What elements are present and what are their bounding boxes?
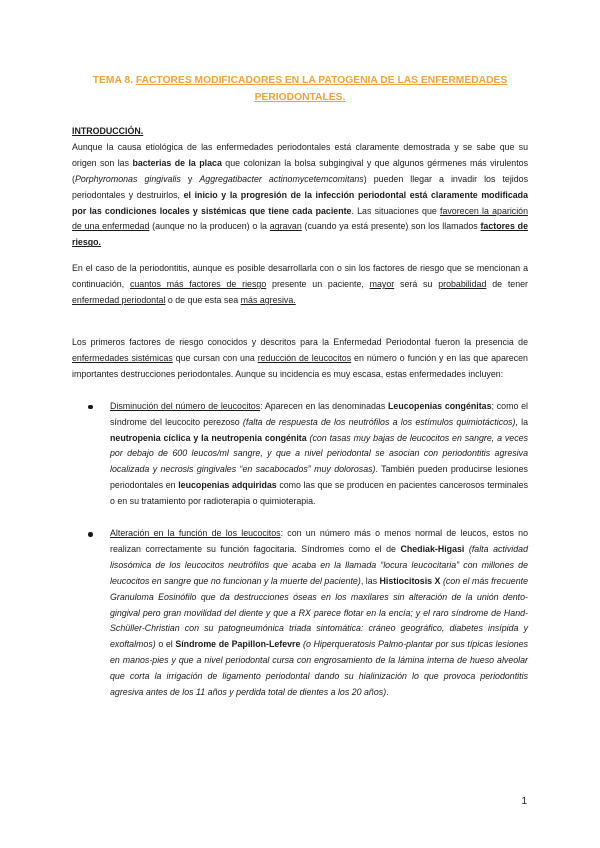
text-run: mayor — [369, 279, 395, 290]
text-run: ) pueden llegar a invadir los tejidos periodontales y destruirlos, — [72, 173, 529, 200]
text-run: Aunque la causa etiológica de las enfermedades periodontales está claramente demostrada y se sabe que su origen son las — [72, 141, 528, 168]
spacer — [72, 383, 528, 399]
title-prefix: TEMA 8. — [92, 75, 136, 86]
bullet-icon — [88, 532, 93, 537]
text-run: . — [386, 687, 389, 698]
text-run: Porphyromonas gingivalis — [74, 173, 181, 184]
text-run: (con el más frecuente Granuloma Eosinófilo que da destrucciones óseas en los maxilares sin alteración de la unión dento-gingival pero gran movilidad del diente y que a RX parece flotar en la encía; y el raro síndrome de Hand- Schüller-Christian con su patogneumónica triada sintomática: cráneo geográfico, diabetes insípida y exoftalmos) — [110, 575, 528, 650]
text-run: cuantos más factores de riesgo — [129, 279, 267, 290]
text-run: (o Hiperqueratosis Palmo-plantar por sus típicas lesiones en manos-pies y que a nivel periodontal cursa con engrosamiento de la lámina interna de hueso alveolar que corta la irrigación de ligamento periodontal dando su hialinización lo que provoca periodontitis agresiva antes de los 11 años y perdida total de dientes a los 20 años) — [110, 639, 528, 698]
text-run: o de que esta sea — [165, 295, 241, 306]
spacer — [72, 251, 528, 261]
text-run: leucopenias adquiridas — [178, 480, 277, 491]
intro-paragraph-3 — [72, 335, 528, 383]
text-run: Síndrome de Papillon-Lefevre — [175, 639, 301, 650]
text-run: (con tasas muy bajas de leucocitos en sangre, a veces por debajo de 600 leucos/ml sangre, y que a nivel periodontal se asocian con periodontitis agresiva localizada y necrosis gingivales “en sacabocados” muy dolorosas) — [110, 432, 528, 475]
text-run: (falta de respuesta de los neutrófilos a los estímulos quimiotácticos) — [242, 416, 516, 427]
text-run: Histiocitosis X — [379, 575, 441, 586]
title-main: FACTORES MODIFICADORES EN LA PATOGENIA DE LAS ENFERMEDADES PERIODONTALES. — [135, 75, 508, 103]
text-run: Los primeros factores de riesgo conocidos y descritos para la Enfermedad Periodontal fueron la presencia de — [72, 336, 528, 347]
document-body — [72, 124, 528, 701]
text-run: (cuando ya está presente) son los llamados — [301, 221, 481, 232]
text-run: : con un número más o menos normal de leucos, estos no realizan correctamente su función fagocitaria. Síndromes como el de — [110, 528, 528, 554]
text-run: probabilidad — [438, 279, 487, 290]
text-run: . Las situaciones que — [351, 205, 440, 216]
text-run: Aggregatibacter actinomycetemcomitans — [199, 173, 364, 184]
intro-paragraph-2 — [72, 261, 528, 309]
text-run: neutropenia cíclica y la neutropenia congénita — [110, 432, 307, 443]
page-number: 1 — [521, 796, 527, 807]
bullet-icon — [88, 405, 93, 410]
text-run: reducción de leucocitos — [257, 352, 352, 363]
text-run: como las que se producen en pacientes cancerosos terminales o en su tratamiento por radioterapia o quimioterapia. — [110, 480, 529, 507]
text-run: de tener — [486, 279, 529, 290]
text-run: (aunque no la producen) o la — [149, 221, 270, 232]
text-run: presente un paciente, — [266, 279, 370, 290]
text-run: factores de riesgo. — [72, 221, 528, 248]
text-run: que colonizan la bolsa subgingival y que algunos gérmenes más virulentos ( — [72, 157, 528, 184]
text-run: más agresiva. — [240, 295, 296, 306]
document-title — [72, 72, 528, 106]
text-run: agravan — [269, 221, 302, 232]
text-run: Leucopenias congénitas — [388, 400, 492, 411]
text-run: Alteración en la función de los leucocitos — [110, 528, 281, 539]
text-run: (falta actividad lisosómica de los leucocitos neutrófilos que acaba en la llamada “locura leucocitaria” con millones de leucocitos en sangre que no funcionan y la muerte del paciente) — [110, 543, 528, 586]
text-run: : Aparecen en las denominadas — [260, 400, 389, 411]
text-run: o el — [155, 639, 176, 650]
list-item — [72, 526, 528, 701]
intro-paragraph-1 — [72, 140, 528, 251]
text-run: En el caso de la periodontitis, aunque es posible desarrollarla con o sin los factores de riesgo que se mencionan a continuación, — [72, 263, 528, 290]
text-run: y — [180, 173, 200, 184]
text-run: , la — [515, 416, 528, 427]
spacer — [72, 309, 528, 335]
text-run: ; como el síndrome del leucocito perezoso — [110, 400, 529, 427]
text-run: bacterias de la placa — [132, 157, 222, 168]
text-run: será su — [394, 279, 439, 290]
text-run: el inicio y la progresión de la infección periodontal está claramente modificada por las condiciones locales y sistémicas que tiene cada paciente — [72, 189, 528, 216]
text-run: enfermedad periodontal — [72, 295, 166, 306]
disease-list — [72, 399, 528, 701]
text-run: , las — [360, 575, 380, 586]
text-run: que cursan con una — [172, 352, 258, 363]
text-run: Disminución del número de leucocitos — [110, 400, 261, 411]
list-item — [72, 399, 528, 510]
text-run: . También pueden producirse lesiones periodontales en — [110, 464, 528, 491]
section-heading-introduccion: INTRODUCCIÓN. — [72, 126, 144, 136]
text-run: Chediak-Higasi — [400, 543, 465, 554]
text-run: favorecen la aparición de una enfermedad — [72, 205, 529, 232]
text-run: en número o función y en las que aparecen importantes destrucciones periodontales. Aunque su incidencia es muy escasa, estas enfermedades incluyen: — [72, 352, 528, 379]
text-run: enfermedades sistémicas — [72, 352, 173, 363]
